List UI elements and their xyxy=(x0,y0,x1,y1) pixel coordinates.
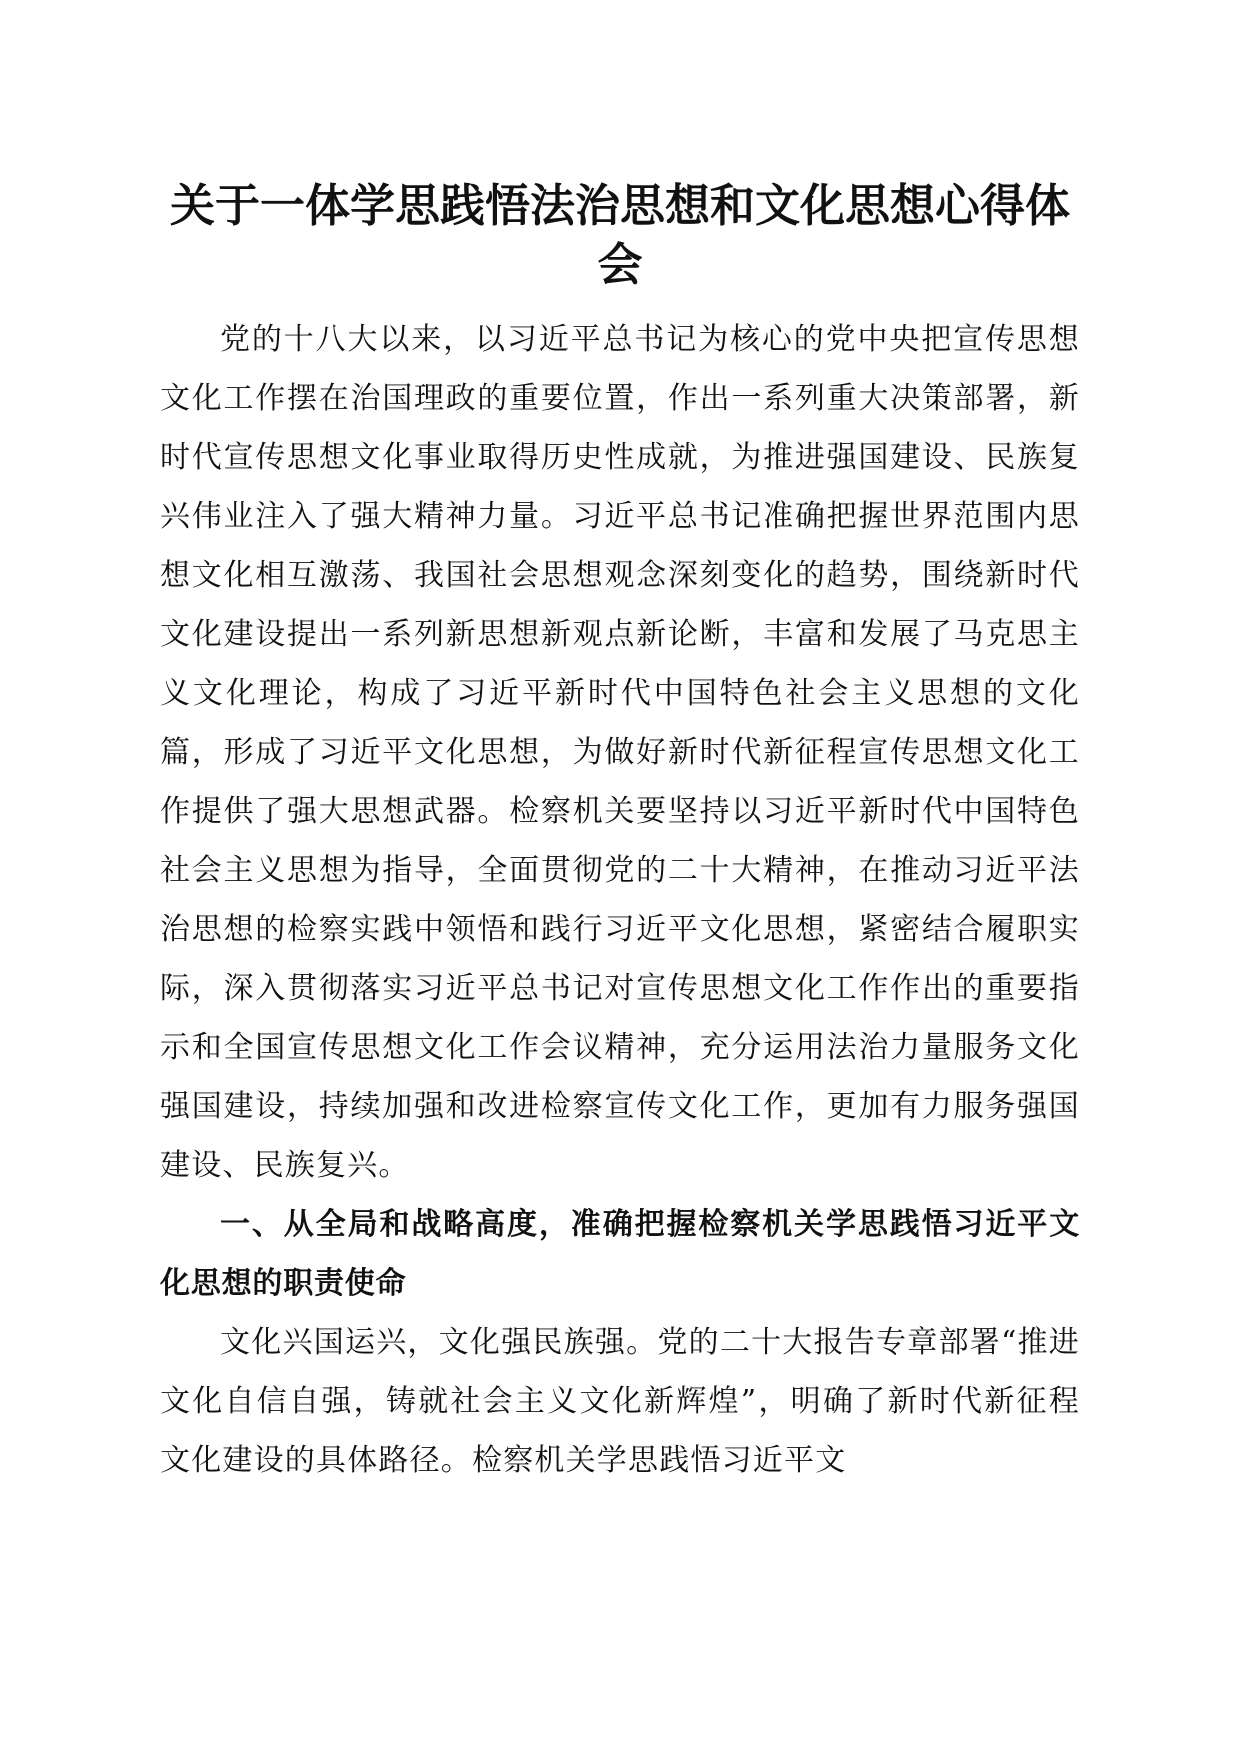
intro-paragraph: 党的十八大以来，以习近平总书记为核心的党中央把宣传思想文化工作摆在治国理政的重要位置，作出一系列重大决策部署，新时代宣传思想文化事业取得历史性成就，为推进强国建设、民族复兴伟业注入了强大精神力量。习近平总书记准确把握世界范围内思想文化相互激荡、我国社会思想观念深刻变化的趋势，围绕新时代文化建设提出一系列新思想新观点新论断，丰富和发展了马克思主义文化理论，构成了习近平新时代中国特色社会主义思想的文化篇，形成了习近平文化思想，为做好新时代新征程宣传思想文化工作提供了强大思想武器。检察机关要坚持以习近平新时代中国特色社会主义思想为指导，全面贯彻党的二十大精神，在推动习近平法治思想的检察实践中领悟和践行习近平文化思想，紧密结合履职实际，深入贯彻落实习近平总书记对宣传思想文化工作作出的重要指示和全国宣传思想文化工作会议精神，充分运用法治力量服务文化强国建设，持续加强和改进检察宣传文化工作，更加有力服务强国建设、民族复兴。 xyxy=(160,322,1080,1183)
document-page xyxy=(160,176,1080,1490)
section-paragraph: 文化兴国运兴，文化强民族强。党的二十大报告专章部署“推进文化自信自强，铸就社会主义文化新辉煌”，明确了新时代新征程文化建设的具体路径。检察机关学思践悟习近平文 xyxy=(160,1325,1080,1478)
document-title: 关于一体学思践悟法治思想和文化思想心得体会 xyxy=(169,179,1070,291)
section-heading: 一、从全局和战略高度，准确把握检察机关学思践悟习近平文化思想的职责使命 xyxy=(160,1207,1080,1301)
